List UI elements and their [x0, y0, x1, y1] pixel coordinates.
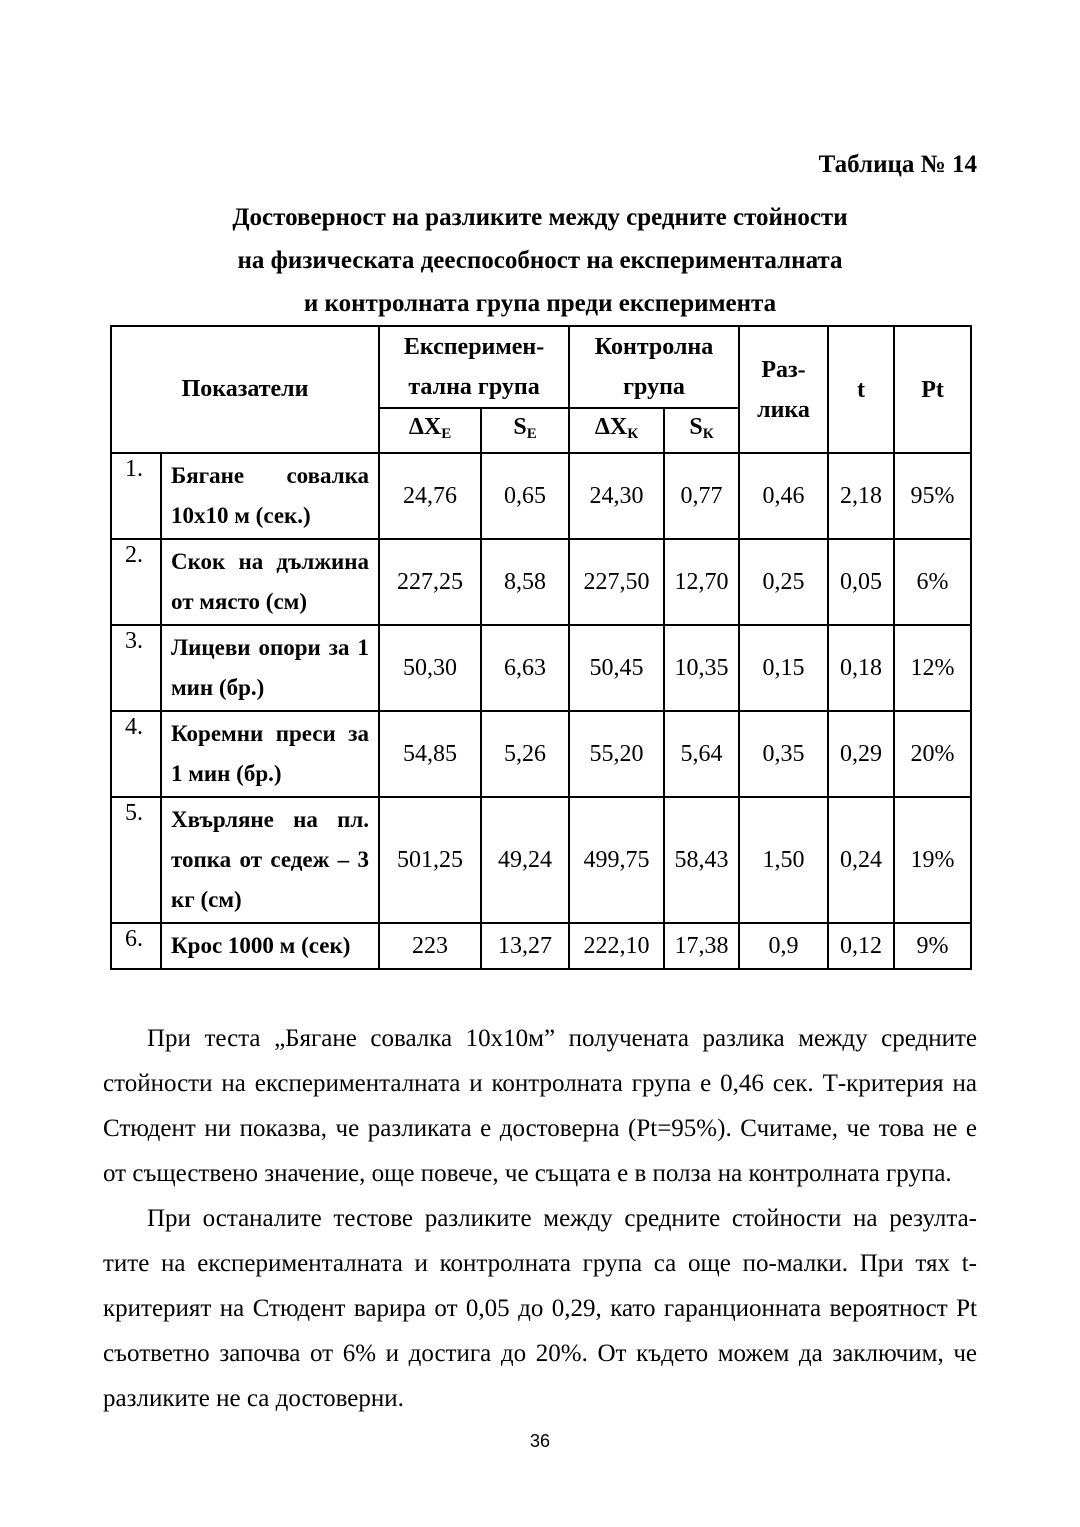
row-number-cell: 5. — [111, 797, 161, 923]
t-value-cell: 0,18 — [828, 625, 894, 711]
sk-header-cell — [664, 408, 739, 453]
row-number-cell: 2. — [111, 539, 161, 625]
table-header-row-groups — [111, 326, 971, 408]
pt-value-cell: 95% — [894, 453, 971, 539]
indicators-header-cell: Показатели — [111, 326, 379, 453]
delta-xk-subscript: К — [627, 426, 639, 442]
header-line: Раз- — [761, 356, 806, 383]
row-number-cell: 6. — [111, 923, 161, 969]
paragraph-1 — [103, 1016, 977, 1196]
indicator-name-line: 1 мин (бр.) — [171, 761, 282, 786]
delta-xe-value-cell: 223 — [379, 923, 481, 969]
delta-xk-value-cell: 227,50 — [569, 539, 664, 625]
difference-value-cell: 0,46 — [739, 453, 828, 539]
table-title — [104, 196, 976, 325]
indicator-name-line: Хвърляне на пл. — [171, 807, 370, 832]
sk-subscript: К — [702, 426, 714, 442]
indicator-name-line: Лицеви опори за 1 — [171, 635, 370, 660]
difference-value-cell: 0,35 — [739, 711, 828, 797]
se-symbol: S — [513, 414, 527, 440]
sk-value-cell: 12,70 — [664, 539, 739, 625]
table-title-line: на физическата дееспособност на експерименталната — [237, 247, 843, 274]
sk-value-cell: 10,35 — [664, 625, 739, 711]
table-title-line: Достоверност на разликите между средните стойности — [232, 204, 848, 231]
sk-value-cell: 5,64 — [664, 711, 739, 797]
experimental-group-header-cell — [379, 326, 569, 408]
pt-header-cell: Pt — [894, 326, 971, 453]
text-line: При останалите тестове разликите между средните стойности на резулта- — [147, 1205, 977, 1232]
se-value-cell: 6,63 — [481, 625, 569, 711]
indicator-name-lines — [171, 628, 369, 708]
pt-value-cell: 12% — [894, 625, 971, 711]
delta-xe-value-cell: 501,25 — [379, 797, 481, 923]
text-line: При теста „Бягане совалка 10х10м” получената разлика между средните — [147, 1025, 977, 1052]
results-table — [110, 325, 972, 970]
table-row — [111, 711, 971, 797]
indicator-name-lines — [171, 714, 369, 794]
delta-xe-value-cell: 54,85 — [379, 711, 481, 797]
delta-xk-value-cell: 24,30 — [569, 453, 664, 539]
indicator-name-line: Коремни преси за — [171, 721, 370, 746]
header-line: група — [623, 374, 685, 400]
t-value-cell: 2,18 — [828, 453, 894, 539]
experimental-group-label — [380, 327, 568, 407]
table-body — [111, 453, 971, 969]
delta-xk-header-cell — [569, 408, 664, 453]
se-value-cell: 49,24 — [481, 797, 569, 923]
delta-xe-symbol: ΔХ — [408, 414, 442, 440]
indicator-name-cell — [161, 453, 379, 539]
pt-value-cell: 20% — [894, 711, 971, 797]
header-line: Експеримен- — [403, 334, 545, 360]
difference-header-cell — [739, 326, 828, 453]
text-line: разликите не са достоверни. — [103, 1385, 404, 1412]
se-header-cell — [481, 408, 569, 453]
pt-value-cell: 9% — [894, 923, 971, 969]
difference-value-cell: 1,50 — [739, 797, 828, 923]
table-caption-label: Таблица № 14 — [818, 151, 977, 178]
difference-value-cell: 0,15 — [739, 625, 828, 711]
indicator-name-line: мин (бр.) — [171, 675, 265, 700]
row-number-cell: 1. — [111, 453, 161, 539]
delta-xk-value-cell: 55,20 — [569, 711, 664, 797]
text-line: тите на експерименталната и контролната група са още по-малки. При тях t- — [103, 1250, 977, 1277]
sk-symbol: S — [689, 414, 703, 440]
indicator-name-cell — [161, 539, 379, 625]
table-row — [111, 923, 971, 969]
se-value-cell: 13,27 — [481, 923, 569, 969]
delta-xe-value-cell: 227,25 — [379, 539, 481, 625]
difference-value-cell: 0,25 — [739, 539, 828, 625]
difference-value-cell: 0,9 — [739, 923, 828, 969]
indicator-name-lines — [171, 926, 369, 966]
delta-xe-header-cell — [379, 408, 481, 453]
text-line: Стюдент ни показва, че разликата е достоверна (Pt=95%). Считаме, че това не е — [103, 1115, 977, 1142]
indicator-name-line: от място (см) — [171, 589, 308, 614]
table-title-line: и контролната група преди експеримента — [303, 290, 777, 317]
control-group-label — [570, 327, 738, 407]
pt-value-cell: 19% — [894, 797, 971, 923]
text-line: съответно започва от 6% и достига до 20%. От където можем да заключим, че — [103, 1340, 977, 1367]
header-line: тална група — [408, 374, 540, 400]
se-value-cell: 5,26 — [481, 711, 569, 797]
t-value-cell: 0,05 — [828, 539, 894, 625]
table-row — [111, 539, 971, 625]
indicator-name-line: Крос 1000 м (сек) — [171, 933, 351, 958]
se-value-cell: 0,65 — [481, 453, 569, 539]
sk-value-cell: 17,38 — [664, 923, 739, 969]
indicator-name-lines — [171, 542, 369, 622]
header-line: Контролна — [594, 334, 714, 360]
indicator-name-cell — [161, 797, 379, 923]
body-text — [103, 1016, 977, 1421]
indicator-name-line: топка от седеж – 3 — [171, 847, 370, 872]
se-value-cell: 8,58 — [481, 539, 569, 625]
t-value-cell: 0,12 — [828, 923, 894, 969]
indicator-name-line: кг (см) — [171, 887, 242, 912]
delta-xk-value-cell: 50,45 — [569, 625, 664, 711]
row-number-cell: 4. — [111, 711, 161, 797]
text-line: от съществено значение, още повече, че същата е в полза на контролната група. — [103, 1160, 952, 1187]
indicator-name-line: Бягане совалка — [171, 463, 370, 488]
delta-xe-value-cell: 50,30 — [379, 625, 481, 711]
text-line: критерият на Стюдент варира от 0,05 до 0,29, като гаранционната вероятност Pt — [103, 1295, 977, 1322]
row-number-cell: 3. — [111, 625, 161, 711]
indicator-name-cell — [161, 923, 379, 969]
t-header-cell: t — [828, 326, 894, 453]
table-row — [111, 625, 971, 711]
sk-value-cell: 58,43 — [664, 797, 739, 923]
indicator-name-line: Скок на дължина — [171, 549, 370, 574]
delta-xe-value-cell: 24,76 — [379, 453, 481, 539]
indicator-name-lines — [171, 800, 369, 920]
delta-xk-value-cell: 222,10 — [569, 923, 664, 969]
page-number: 36 — [529, 1431, 551, 1451]
t-value-cell: 0,29 — [828, 711, 894, 797]
difference-label — [740, 350, 827, 430]
delta-xe-subscript: Е — [441, 426, 452, 442]
delta-xk-value-cell: 499,75 — [569, 797, 664, 923]
table-row — [111, 797, 971, 923]
indicator-name-cell — [161, 625, 379, 711]
indicator-name-cell — [161, 711, 379, 797]
pt-value-cell: 6% — [894, 539, 971, 625]
text-line: стойности на експерименталната и контролната група е 0,46 сек. Т-критерия на — [103, 1070, 977, 1097]
paragraph-2 — [103, 1196, 977, 1421]
delta-xk-symbol: ΔХ — [594, 414, 628, 440]
sk-value-cell: 0,77 — [664, 453, 739, 539]
control-group-header-cell — [569, 326, 739, 408]
indicator-name-lines — [171, 456, 369, 536]
table-row — [111, 453, 971, 539]
indicator-name-line: 10х10 м (сек.) — [171, 503, 311, 528]
se-subscript: Е — [526, 426, 537, 442]
header-line: лика — [757, 396, 810, 423]
t-value-cell: 0,24 — [828, 797, 894, 923]
